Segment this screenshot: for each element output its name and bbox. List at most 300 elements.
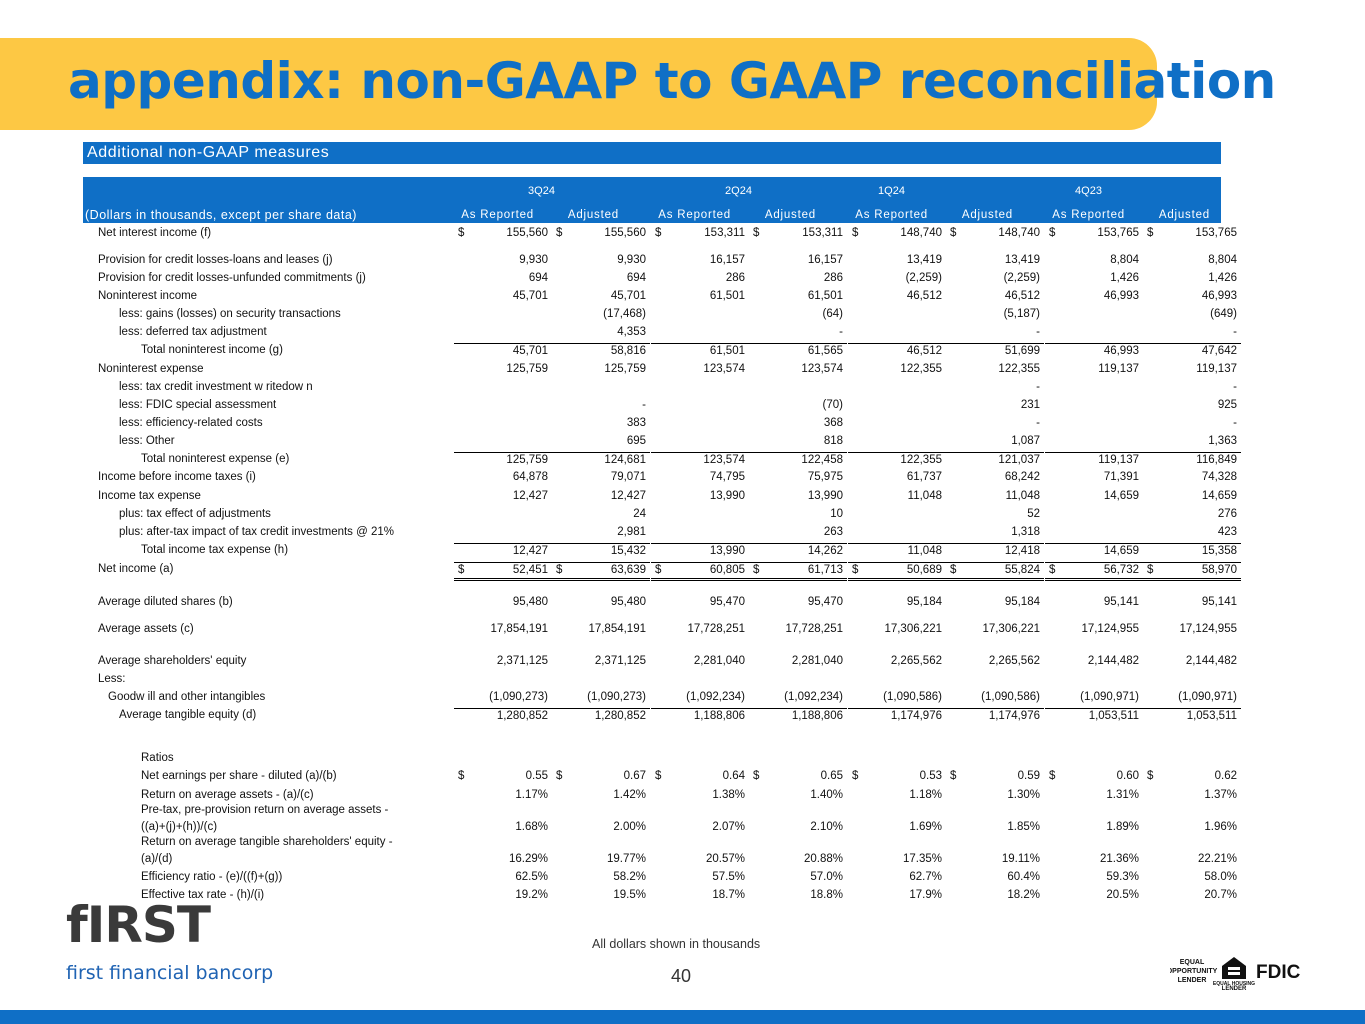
table-row: [0, 595, 1365, 613]
cell-value: 75,975: [807, 471, 843, 483]
cell-value: 17,124,955: [1179, 623, 1237, 635]
table-cell: [946, 326, 1044, 342]
table-cell: [1143, 770, 1241, 786]
cell-value: 1,426: [1110, 272, 1139, 284]
table-cell: [651, 789, 749, 805]
table-cell: [552, 417, 650, 433]
dollar-sign: $: [753, 770, 760, 782]
cell-value: 155,560: [506, 227, 548, 239]
cell-value: 8,804: [1110, 254, 1139, 266]
table-cell: [454, 435, 552, 451]
table-cell: [651, 272, 749, 288]
table-row: [0, 416, 1365, 434]
cell-value: 14,262: [807, 545, 843, 557]
table-cell: [1143, 227, 1241, 243]
table-cell: [552, 596, 650, 612]
cell-value: 11,048: [907, 545, 942, 557]
row-label: Total noninterest expense (e): [141, 453, 290, 465]
dollar-sign: $: [1049, 770, 1056, 782]
table-cell: [651, 290, 749, 306]
table-cell: [749, 853, 847, 869]
table-header: [83, 177, 1221, 223]
table-row: [0, 470, 1365, 488]
svg-text:LENDER: LENDER: [1177, 977, 1207, 984]
table-cell: [1143, 435, 1241, 451]
table-cell: [1143, 290, 1241, 306]
cell-value: 58.2%: [613, 871, 646, 883]
table-cell: [749, 623, 847, 639]
cell-value: 13,419: [1004, 254, 1040, 266]
table-cell: [651, 770, 749, 786]
table-cell: [848, 526, 946, 542]
table-cell: [1045, 254, 1143, 270]
row-label: Provision for credit losses-loans and leases (j): [98, 254, 333, 266]
table-row: [0, 525, 1365, 543]
table-cell: [1143, 871, 1241, 887]
cell-value: 52: [1027, 508, 1040, 520]
table-row: [0, 226, 1365, 244]
cell-value: 2,371,125: [496, 655, 548, 667]
table-cell: [946, 655, 1044, 671]
table-cell: [1143, 381, 1241, 397]
cell-value: 18.8%: [810, 889, 843, 901]
table-row: [0, 398, 1365, 416]
table-cell: [946, 227, 1044, 243]
table-cell: [651, 254, 749, 270]
cell-value: 155,560: [604, 227, 646, 239]
table-cell: [1045, 623, 1143, 639]
table-cell: [1143, 562, 1241, 581]
table-cell: [1143, 272, 1241, 288]
table-cell: [749, 543, 847, 559]
table-cell: [651, 871, 749, 887]
cell-value: 14,659: [1201, 490, 1237, 502]
table-cell: [651, 562, 749, 581]
table-cell: [848, 381, 946, 397]
table-row: [0, 434, 1365, 452]
cell-value: 11,048: [907, 490, 942, 502]
cell-value: 2,371,125: [594, 655, 646, 667]
table-cell: [1045, 871, 1143, 887]
table-cell: [848, 343, 946, 359]
cell-value: 46,993: [1103, 345, 1139, 357]
table-cell: [454, 290, 552, 306]
cell-value: 19.11%: [1001, 853, 1040, 865]
table-cell: [946, 254, 1044, 270]
cell-value: 0.59: [1017, 770, 1040, 782]
dollar-sign: $: [458, 564, 465, 576]
table-cell: [848, 821, 946, 837]
table-cell: [848, 435, 946, 451]
table-cell: [552, 562, 650, 581]
row-label: Total income tax expense (h): [141, 544, 289, 556]
cell-value: 74,328: [1201, 471, 1237, 483]
cell-value: 14,659: [1103, 545, 1139, 557]
cell-value: 17,728,251: [687, 623, 745, 635]
table-cell: [1143, 508, 1241, 524]
table-cell: [651, 752, 749, 768]
table-cell: [651, 417, 749, 433]
cell-value: 71,391: [1103, 471, 1139, 483]
period-header: 1Q24: [878, 185, 905, 197]
table-cell: [946, 508, 1044, 524]
cell-value: (1,090,273): [587, 691, 646, 703]
table-cell: [651, 227, 749, 243]
row-label: Total noninterest income (g): [141, 344, 283, 356]
table-cell: [651, 623, 749, 639]
table-cell: [848, 417, 946, 433]
table-cell: [946, 399, 1044, 415]
table-cell: [1045, 308, 1143, 324]
cell-value: 1,280,852: [496, 710, 548, 722]
cell-value: 125,759: [604, 363, 646, 375]
table-cell: [454, 752, 552, 768]
table-cell: [749, 526, 847, 542]
cell-value: 0.65: [820, 770, 843, 782]
svg-text:EQUAL HOUSING: EQUAL HOUSING: [1212, 981, 1256, 987]
table-cell: [946, 596, 1044, 612]
cell-value: 1.18%: [909, 789, 942, 801]
table-cell: [552, 871, 650, 887]
cell-value: 47,642: [1201, 345, 1237, 357]
cell-value: 818: [823, 435, 843, 447]
table-cell: [848, 543, 946, 559]
table-cell: [946, 290, 1044, 306]
row-label: Net interest income (f): [98, 227, 212, 239]
cell-value: 45,701: [512, 345, 548, 357]
cell-value: 95,184: [1004, 596, 1040, 608]
table-cell: [848, 596, 946, 612]
table-cell: [1045, 770, 1143, 786]
dollar-sign: $: [1049, 564, 1056, 576]
row-label: Effective tax rate - (h)/(i): [141, 889, 265, 901]
cell-value: 79,071: [610, 471, 646, 483]
cell-value: 95,480: [610, 596, 646, 608]
row-label: Net earnings per share - diluted (a)/(b): [141, 770, 337, 782]
table-cell: [848, 562, 946, 581]
table-cell: [946, 708, 1044, 724]
table-cell: [1143, 326, 1241, 342]
table-cell: [1045, 752, 1143, 768]
table-cell: [749, 227, 847, 243]
table-row: [0, 769, 1365, 787]
table-cell: [848, 290, 946, 306]
table-row: [0, 543, 1365, 561]
dollar-sign: $: [753, 227, 760, 239]
table-cell: [946, 752, 1044, 768]
table-cell: [1045, 508, 1143, 524]
table-cell: [454, 708, 552, 724]
cell-value: 95,141: [1201, 596, 1237, 608]
row-label: less: FDIC special assessment: [119, 399, 277, 411]
table-cell: [946, 417, 1044, 433]
table-cell: [848, 691, 946, 707]
dollar-sign: $: [556, 770, 563, 782]
cell-value: 148,740: [900, 227, 942, 239]
table-cell: [651, 308, 749, 324]
table-cell: [749, 708, 847, 724]
row-label: Return on average tangible shareholders' equity -: [141, 836, 393, 848]
cell-value: 1,363: [1208, 435, 1237, 447]
table-cell: [749, 363, 847, 379]
table-cell: [946, 343, 1044, 359]
table-cell: [1045, 543, 1143, 559]
cell-value: 61,737: [906, 471, 942, 483]
table-cell: [552, 655, 650, 671]
column-header: As Reported: [1052, 209, 1125, 221]
cell-value: 2,144,482: [1185, 655, 1237, 667]
table-cell: [651, 853, 749, 869]
table-cell: [749, 889, 847, 905]
table-cell: [1045, 471, 1143, 487]
table-cell: [552, 343, 650, 359]
cell-value: 95,480: [512, 596, 548, 608]
cell-value: 12,427: [512, 490, 548, 502]
table-row: [0, 325, 1365, 343]
cell-value: 95,141: [1103, 596, 1139, 608]
table-cell: [848, 272, 946, 288]
cell-value: 19.2%: [515, 889, 548, 901]
period-header: 2Q24: [725, 185, 752, 197]
table-cell: [946, 562, 1044, 581]
table-cell: [848, 254, 946, 270]
cell-value: 24: [633, 508, 646, 520]
cell-value: 13,419: [906, 254, 942, 266]
table-cell: [946, 871, 1044, 887]
dollar-sign: $: [950, 564, 957, 576]
cell-value: 368: [823, 417, 843, 429]
table-cell: [749, 452, 847, 468]
cell-value: 9,930: [617, 254, 646, 266]
table-cell: [848, 673, 946, 689]
table-cell: [749, 673, 847, 689]
table-cell: [1045, 272, 1143, 288]
svg-text:OPPORTUNITY: OPPORTUNITY: [1170, 968, 1218, 975]
cell-value: 116,849: [1196, 454, 1237, 466]
table-cell: [651, 490, 749, 506]
table-cell: [1143, 254, 1241, 270]
cell-value: 17,306,221: [884, 623, 942, 635]
cell-value: -: [642, 399, 646, 411]
cell-value: 45,701: [512, 290, 548, 302]
table-cell: [749, 789, 847, 805]
table-cell: [651, 708, 749, 724]
cell-value: 11,048: [1005, 490, 1040, 502]
cell-value: 1.40%: [810, 789, 843, 801]
cell-value: 1.85%: [1007, 821, 1040, 833]
table-cell: [552, 290, 650, 306]
table-cell: [552, 227, 650, 243]
equal-housing-fdic-icons: [1170, 952, 1300, 990]
table-cell: [1045, 363, 1143, 379]
table-cell: [749, 821, 847, 837]
cell-value: 46,512: [906, 290, 942, 302]
row-label: Return on average assets - (a)/(c): [141, 789, 314, 801]
dollar-sign: $: [556, 227, 563, 239]
column-header: Adjusted: [764, 209, 816, 221]
cell-value: (1,090,273): [489, 691, 548, 703]
table-cell: [651, 508, 749, 524]
dollar-sign: $: [1147, 564, 1154, 576]
cell-value: 2,281,040: [693, 655, 745, 667]
table-cell: [848, 708, 946, 724]
table-cell: [1045, 326, 1143, 342]
table-cell: [552, 752, 650, 768]
table-cell: [454, 471, 552, 487]
table-cell: [1143, 623, 1241, 639]
table-cell: [454, 526, 552, 542]
table-cell: [848, 889, 946, 905]
table-row: [0, 870, 1365, 888]
table-cell: [454, 490, 552, 506]
cell-value: 20.5%: [1106, 889, 1139, 901]
cell-value: (1,092,234): [784, 691, 843, 703]
cell-value: 8,804: [1208, 254, 1237, 266]
table-cell: [848, 655, 946, 671]
dollar-sign: $: [655, 227, 662, 239]
page-number: 40: [671, 966, 692, 986]
cell-value: 122,355: [998, 363, 1040, 375]
section-header: Additional non-GAAP measures: [83, 142, 1221, 164]
row-label: Average diluted shares (b): [98, 596, 233, 608]
cell-value: 60.4%: [1007, 871, 1040, 883]
cell-value: 125,759: [506, 363, 548, 375]
cell-value: 695: [626, 435, 646, 447]
table-cell: [1045, 490, 1143, 506]
cell-value: (1,092,234): [686, 691, 745, 703]
table-row: [0, 271, 1365, 289]
table-row: [0, 507, 1365, 525]
table-cell: [454, 417, 552, 433]
cell-value: -: [1036, 381, 1040, 393]
table-cell: [454, 227, 552, 243]
table-cell: [454, 623, 552, 639]
cell-value: 17.35%: [902, 853, 942, 865]
table-cell: [651, 526, 749, 542]
period-header: 4Q23: [1075, 185, 1102, 197]
table-cell: [651, 889, 749, 905]
cell-value: 12,427: [610, 490, 646, 502]
row-label-continued: ((a)+(j)+(h))/(c): [141, 821, 218, 833]
cell-value: 1.42%: [613, 789, 646, 801]
cell-value: -: [1233, 381, 1237, 393]
table-cell: [552, 623, 650, 639]
table-cell: [454, 853, 552, 869]
table-cell: [946, 452, 1044, 468]
table-cell: [1045, 821, 1143, 837]
table-cell: [1143, 471, 1241, 487]
cell-value: 124,681: [604, 454, 646, 466]
table-cell: [1045, 343, 1143, 359]
row-label: less: deferred tax adjustment: [119, 326, 267, 338]
table-cell: [1143, 308, 1241, 324]
cell-value: (70): [822, 399, 843, 411]
table-cell: [946, 889, 1044, 905]
cell-value: 9,930: [519, 254, 548, 266]
table-cell: [552, 272, 650, 288]
cell-value: 74,795: [709, 471, 745, 483]
table-cell: [1045, 227, 1143, 243]
cell-value: 13,990: [709, 490, 745, 502]
column-header: As Reported: [461, 209, 534, 221]
cell-value: 56,732: [1103, 564, 1139, 576]
table-cell: [1143, 343, 1241, 359]
table-cell: [552, 254, 650, 270]
table-cell: [1143, 853, 1241, 869]
cell-value: 46,993: [1201, 290, 1237, 302]
cell-value: 153,765: [1195, 227, 1237, 239]
row-label: Goodw ill and other intangibles: [108, 691, 266, 703]
cell-value: 17,854,191: [490, 623, 548, 635]
cell-value: 4,353: [617, 326, 646, 338]
cell-value: 1,174,976: [890, 710, 942, 722]
dollar-sign: $: [852, 227, 859, 239]
column-header: Adjusted: [1158, 209, 1210, 221]
cell-value: (1,090,971): [1080, 691, 1139, 703]
cell-value: 20.88%: [803, 853, 843, 865]
table-cell: [749, 508, 847, 524]
table-cell: [848, 623, 946, 639]
cell-value: 59.3%: [1106, 871, 1139, 883]
table-cell: [749, 770, 847, 786]
table-cell: [1143, 417, 1241, 433]
cell-value: 20.7%: [1204, 889, 1237, 901]
table-cell: [1143, 789, 1241, 805]
table-cell: [946, 673, 1044, 689]
cell-value: -: [839, 326, 843, 338]
cell-value: 45,701: [610, 290, 646, 302]
cell-value: 15,432: [610, 545, 646, 557]
table-row: [0, 489, 1365, 507]
table-cell: [651, 363, 749, 379]
cell-value: 2.10%: [810, 821, 843, 833]
cell-value: 423: [1217, 526, 1237, 538]
table-cell: [651, 471, 749, 487]
row-label: Net income (a): [98, 563, 174, 575]
cell-value: 1,174,976: [988, 710, 1040, 722]
cell-value: 95,470: [709, 596, 745, 608]
cell-value: 61,501: [807, 290, 843, 302]
table-cell: [1045, 562, 1143, 581]
cell-value: 0.55: [525, 770, 548, 782]
row-label: Noninterest expense: [98, 363, 204, 375]
table-cell: [749, 290, 847, 306]
cell-value: 46,512: [1004, 290, 1040, 302]
regulatory-badges: [1170, 952, 1300, 995]
table-cell: [946, 691, 1044, 707]
cell-value: 19.77%: [606, 853, 646, 865]
cell-value: 18.7%: [712, 889, 745, 901]
table-cell: [552, 708, 650, 724]
row-label: Noninterest income: [98, 290, 198, 302]
table-cell: [946, 363, 1044, 379]
table-row: [0, 562, 1365, 580]
cell-value: 21.36%: [1099, 853, 1139, 865]
cell-value: 57.0%: [810, 871, 843, 883]
table-cell: [848, 471, 946, 487]
row-label: Ratios: [141, 752, 174, 764]
table-cell: [749, 752, 847, 768]
table-cell: [749, 381, 847, 397]
table-cell: [1143, 752, 1241, 768]
cell-value: -: [1036, 417, 1040, 429]
table-cell: [848, 770, 946, 786]
footnote: All dollars shown in thousands: [592, 937, 761, 951]
table-row: [0, 836, 1365, 870]
cell-value: 1,426: [1208, 272, 1237, 284]
table-cell: [749, 326, 847, 342]
table-cell: [848, 789, 946, 805]
